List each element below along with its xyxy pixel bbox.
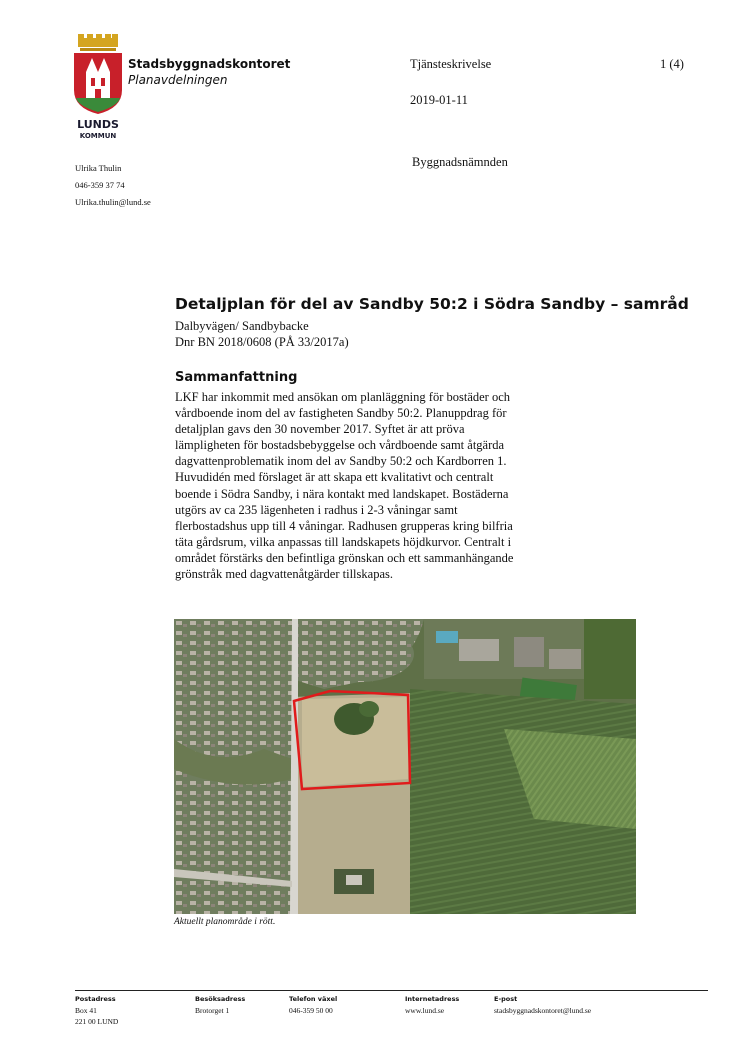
- svg-text:LUNDS: LUNDS: [77, 118, 119, 131]
- summary-line: vårdboende inom del av fastigheten Sandby 50:2. Planuppdrag för: [175, 406, 507, 421]
- footer-postal-line1: Box 41: [75, 1006, 97, 1015]
- summary-line: Huvudidén med förslaget är att skapa ett kvalitativt och centralt: [175, 470, 494, 485]
- footer-phone: [289, 994, 337, 1016]
- footer-visit: [195, 994, 245, 1016]
- lunds-kommun-logo: [72, 34, 124, 144]
- page-number: 1 (4): [660, 57, 684, 71]
- contact-name: Ulrika Thulin: [75, 163, 122, 173]
- org-unit: Planavdelningen: [128, 73, 228, 87]
- coat-of-arms-icon: [72, 34, 124, 144]
- footer-visit-label: Besöksadress: [195, 995, 246, 1003]
- svg-text:KOMMUN: KOMMUN: [79, 132, 117, 140]
- summary-line: LKF har inkommit med ansökan om planläggning för bostäder och: [175, 390, 511, 404]
- summary-line: boende i Södra Sandby, i nära kontakt med landskapet. Bostäderna: [175, 486, 509, 501]
- footer-postal-line2: 221 00 LUND: [75, 1017, 119, 1026]
- summary-line: grönstråk med dagvattenåtgärder tillskapas.: [175, 567, 393, 582]
- doc-type: Tjänsteskrivelse: [410, 57, 492, 71]
- contact-email: Ulrika.thulin@lund.se: [75, 197, 151, 207]
- footer-visit-line1: Brotorget 1: [195, 1006, 230, 1015]
- footer-email: [494, 994, 591, 1016]
- contact-phone: 046-359 37 74: [75, 180, 125, 190]
- aerial-map-image: [174, 619, 636, 914]
- footer-phone-line1: 046-359 50 00: [289, 1006, 333, 1015]
- org-name: Stadsbyggnadskontoret: [128, 57, 291, 71]
- footer-web: [405, 994, 459, 1016]
- footer-web-link[interactable]: www.lund.se: [405, 1006, 445, 1015]
- aerial-photo: [174, 619, 636, 914]
- footer-postal-label: Postadress: [75, 995, 116, 1003]
- summary-line: utgörs av ca 235 lägenheten i radhus i 2-3 våningar samt: [175, 502, 458, 517]
- footer-web-label: Internetadress: [405, 995, 460, 1003]
- recipient: Byggnadsnämnden: [412, 155, 508, 169]
- footer-divider: [75, 990, 708, 991]
- photo-caption: Aktuellt planområde i rött.: [174, 917, 276, 927]
- document-title: Detaljplan för del av Sandby 50:2 i Södra Sandby – samråd: [175, 295, 689, 313]
- summary-paragraph: [175, 389, 645, 582]
- section-heading: Sammanfattning: [175, 370, 298, 385]
- summary-line: flerbostadshus upp till 4 våningar. Radhusen grupperas kring bilfria: [175, 518, 513, 533]
- doc-date: 2019-01-11: [410, 93, 468, 107]
- summary-line: lämpligheten för bostadsbebyggelse och vårdboende samt åtgärda: [175, 438, 505, 453]
- subtitle-dnr: Dnr BN 2018/0608 (PÅ 33/2017a): [175, 335, 349, 349]
- summary-line: täta gårdsrum, vilka anpassas till landskapets höjdkurvor. Centralt i: [175, 534, 512, 549]
- summary-line: dagvattenproblematik inom del av Sandby 50:2 och Kardborren 1.: [175, 454, 507, 469]
- contact-block: [75, 160, 151, 211]
- footer-email-link[interactable]: stadsbyggnadskontoret@lund.se: [494, 1006, 592, 1015]
- footer-email-label: E-post: [494, 995, 518, 1003]
- subtitle-address: Dalbyvägen/ Sandbybacke: [175, 319, 309, 333]
- footer-phone-label: Telefon växel: [289, 995, 338, 1003]
- summary-line: detaljplan gavs den 30 november 2017. Syftet är att pröva: [175, 422, 465, 437]
- footer-postal: [75, 994, 118, 1027]
- summary-line: området förstärks den befintliga grönskan och ett sammanhängande: [175, 550, 514, 565]
